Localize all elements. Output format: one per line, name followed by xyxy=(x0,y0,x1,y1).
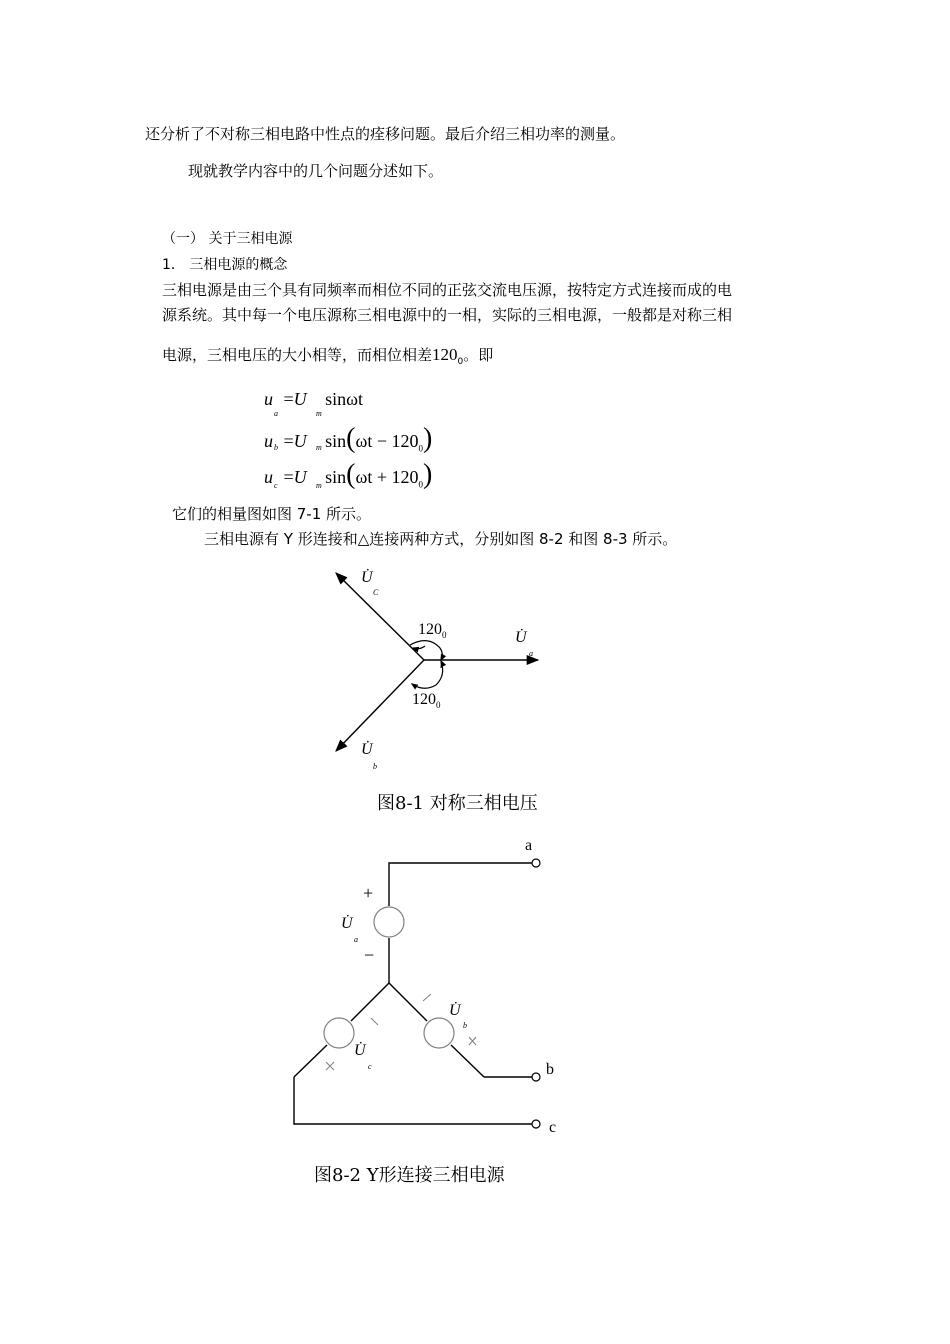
body-line-3-text: 电源，三相电压的大小相等，而相位相差 xyxy=(162,346,433,364)
terminals xyxy=(532,859,540,1128)
minus-sign: − xyxy=(364,945,375,965)
eq-lhs: u xyxy=(264,389,273,409)
source-label-ua-sub: a xyxy=(354,935,358,944)
terminal-c-icon xyxy=(532,1120,540,1128)
angle-top-value: 120 xyxy=(418,621,442,638)
source-ub-icon xyxy=(424,1018,454,1048)
eq-lhs-sub: c xyxy=(274,481,278,490)
eq-amplitude: U xyxy=(293,467,307,487)
eq-argument: ωt + 120 xyxy=(355,467,419,487)
eq-amplitude-sub: m xyxy=(316,409,322,418)
eq-function: sin xyxy=(325,431,347,451)
angle-bottom-value: 120 xyxy=(412,691,436,708)
eq-equals: = xyxy=(283,431,294,451)
source-ua-icon xyxy=(374,907,404,937)
phase-difference-value: 120 xyxy=(432,345,458,364)
eq-close-paren: ) xyxy=(423,423,433,454)
figure-8-2-caption: 图8-2 Y形连接三相电源 xyxy=(314,1165,505,1186)
label-ua-sub: a xyxy=(529,649,533,658)
eq-lhs-sub: a xyxy=(274,409,278,418)
eq-open-paren: ( xyxy=(346,423,356,454)
paragraph-line-1: 还分析了不对称三相电路中性点的痊移问题。最后介绍三相功率的测量。 xyxy=(145,125,626,143)
label-uc-sub: C xyxy=(373,588,379,597)
body-line-3-end: 。即 xyxy=(463,346,494,364)
source-label-uc: U̇ xyxy=(354,1042,366,1059)
terminal-a-label: a xyxy=(525,837,533,854)
eq-lhs-sub: b xyxy=(274,443,278,452)
terminal-a-icon xyxy=(532,859,540,867)
eq-function: sin xyxy=(325,389,347,409)
eq-function: sin xyxy=(325,467,347,487)
body-line-2: 源系统。其中每一个电压源称三相电源中的一相，实际的三相电源，一般都是对称三相 xyxy=(162,306,733,324)
after-equations-line-2: 三相电源有 Y 形连接和△连接两种方式，分别如图 8-2 和图 8-3 所示。 xyxy=(204,530,678,548)
eq-lhs: u xyxy=(264,431,273,451)
eq-degree: 0 xyxy=(418,443,423,454)
terminal-b-label: b xyxy=(546,1061,554,1078)
label-ub-sub: b xyxy=(373,762,377,771)
body-line-1: 三相电源是由三个具有同频率而相位不同的正弦交流电压源，按特定方式连接而成的电 xyxy=(162,281,733,299)
eq-argument: ωt − 120 xyxy=(355,431,419,451)
subsection-heading: 1． 三相电源的概念 xyxy=(162,257,288,273)
plus-sign: + xyxy=(363,883,374,903)
section-heading: （一） 关于三相电源 xyxy=(162,231,293,247)
source-label-ub-sub: b xyxy=(463,1021,467,1030)
eq-open-paren: ( xyxy=(346,459,356,490)
source-uc-icon xyxy=(324,1018,354,1048)
eq-amplitude-sub: m xyxy=(316,443,322,452)
phase-difference-degree: 0 xyxy=(457,357,464,367)
eq-degree: 0 xyxy=(418,479,423,490)
eq-amplitude: U xyxy=(293,431,307,451)
circuit-wires xyxy=(294,863,532,1124)
eq-argument: ωt xyxy=(346,389,364,409)
eq-amplitude: U xyxy=(293,389,307,409)
paragraph-line-2: 现就教学内容中的几个问题分述如下。 xyxy=(188,162,444,180)
angle-bottom-degree: 0 xyxy=(436,700,441,711)
eq-amplitude-sub: m xyxy=(316,481,322,490)
eq-lhs: u xyxy=(264,467,273,487)
figure-8-1-caption: 图8-1 对称三相电压 xyxy=(377,793,538,814)
label-ua: U̇ xyxy=(515,629,527,646)
terminal-b-icon xyxy=(532,1073,540,1081)
source-label-uc-sub: c xyxy=(368,1062,372,1071)
source-label-ua: U̇ xyxy=(341,915,353,932)
label-ub: U̇ xyxy=(361,741,373,758)
eq-close-paren: ) xyxy=(423,459,433,490)
eq-equals: = xyxy=(283,389,294,409)
angle-top-degree: 0 xyxy=(442,630,447,641)
source-label-ub: U̇ xyxy=(449,1002,461,1019)
after-equations-line-1: 它们的相量图如图 7-1 所示。 xyxy=(172,505,372,523)
terminal-c-label: c xyxy=(549,1119,557,1136)
eq-equals: = xyxy=(283,467,294,487)
label-uc: U̇ xyxy=(361,569,373,586)
